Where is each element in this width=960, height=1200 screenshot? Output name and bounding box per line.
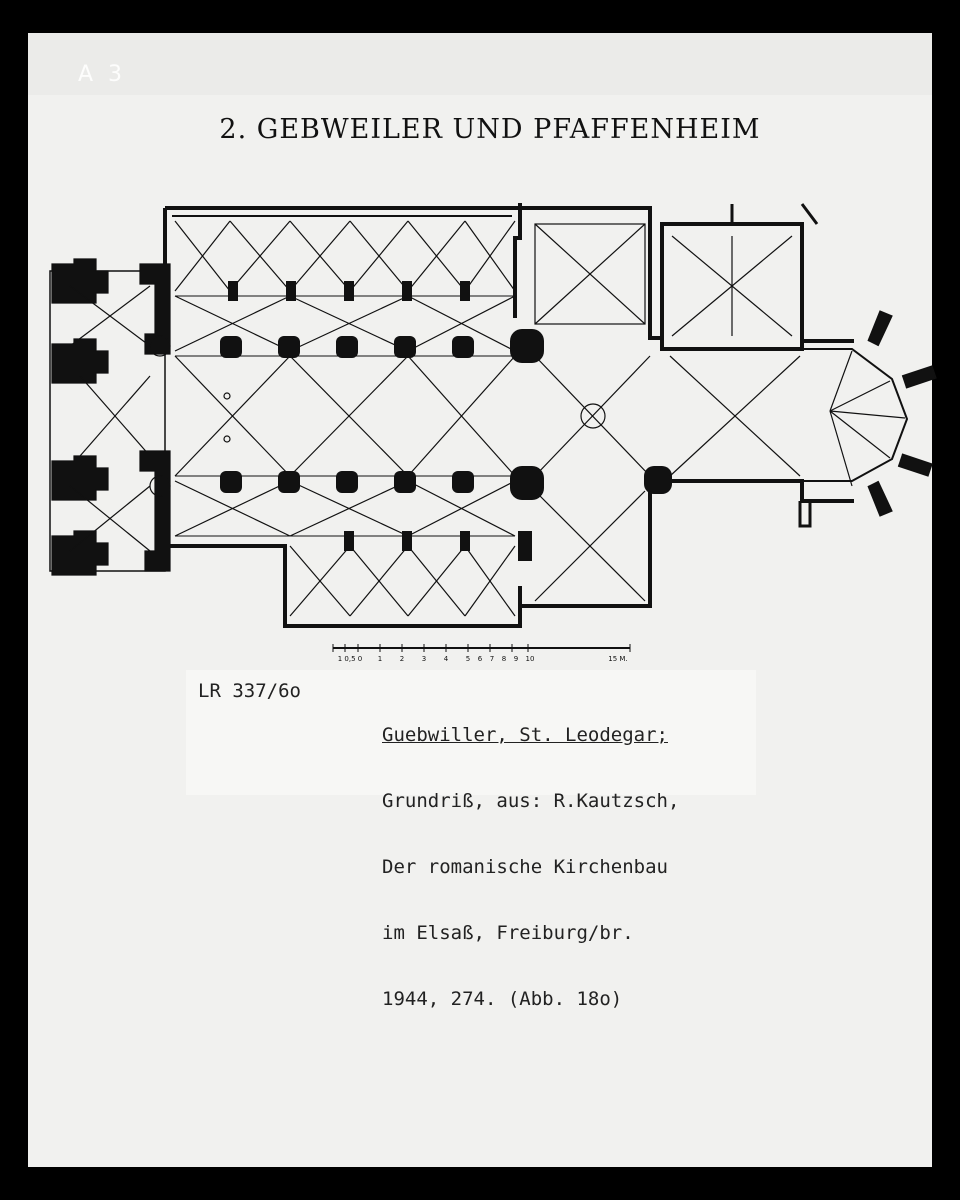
scale-label: 6 <box>477 655 483 663</box>
church-floor-plan <box>40 196 940 666</box>
scale-label: 9 <box>513 655 519 663</box>
north-annex <box>662 204 817 349</box>
west-porch <box>50 259 170 575</box>
scale-label: 7 <box>489 655 495 663</box>
caption-line: 1944, 274. (Abb. 18o) <box>382 988 623 1010</box>
catalog-caption <box>382 680 754 1032</box>
sheet-header-band <box>28 33 932 95</box>
caption-line: im Elsaß, Freiburg/br. <box>382 922 634 944</box>
caption-line: Grundriß, aus: R.Kautzsch, <box>382 790 680 812</box>
choir <box>662 311 936 526</box>
scale-label: 15 M. <box>608 655 628 663</box>
nave <box>165 208 520 626</box>
scale-label: 3 <box>421 655 427 663</box>
catalog-number: LR 337/6o <box>198 680 301 702</box>
scale-label: 8 <box>501 655 507 663</box>
scale-label: 1 <box>377 655 383 663</box>
scale-label: 1 0,5 0 <box>337 655 363 663</box>
scale-label: 10 <box>525 655 535 663</box>
scale-label: 4 <box>443 655 449 663</box>
corner-mark: A 3 <box>78 62 127 87</box>
scale-label: 5 <box>465 655 471 663</box>
scale-bar <box>333 644 630 663</box>
scale-label: 2 <box>399 655 405 663</box>
caption-line: Guebwiller, St. Leodegar; <box>382 724 668 746</box>
plate-title: 2. GEBWEILER UND PFAFFENHEIM <box>219 114 761 145</box>
caption-line: Der romanische Kirchenbau <box>382 856 668 878</box>
crossing <box>510 203 672 606</box>
